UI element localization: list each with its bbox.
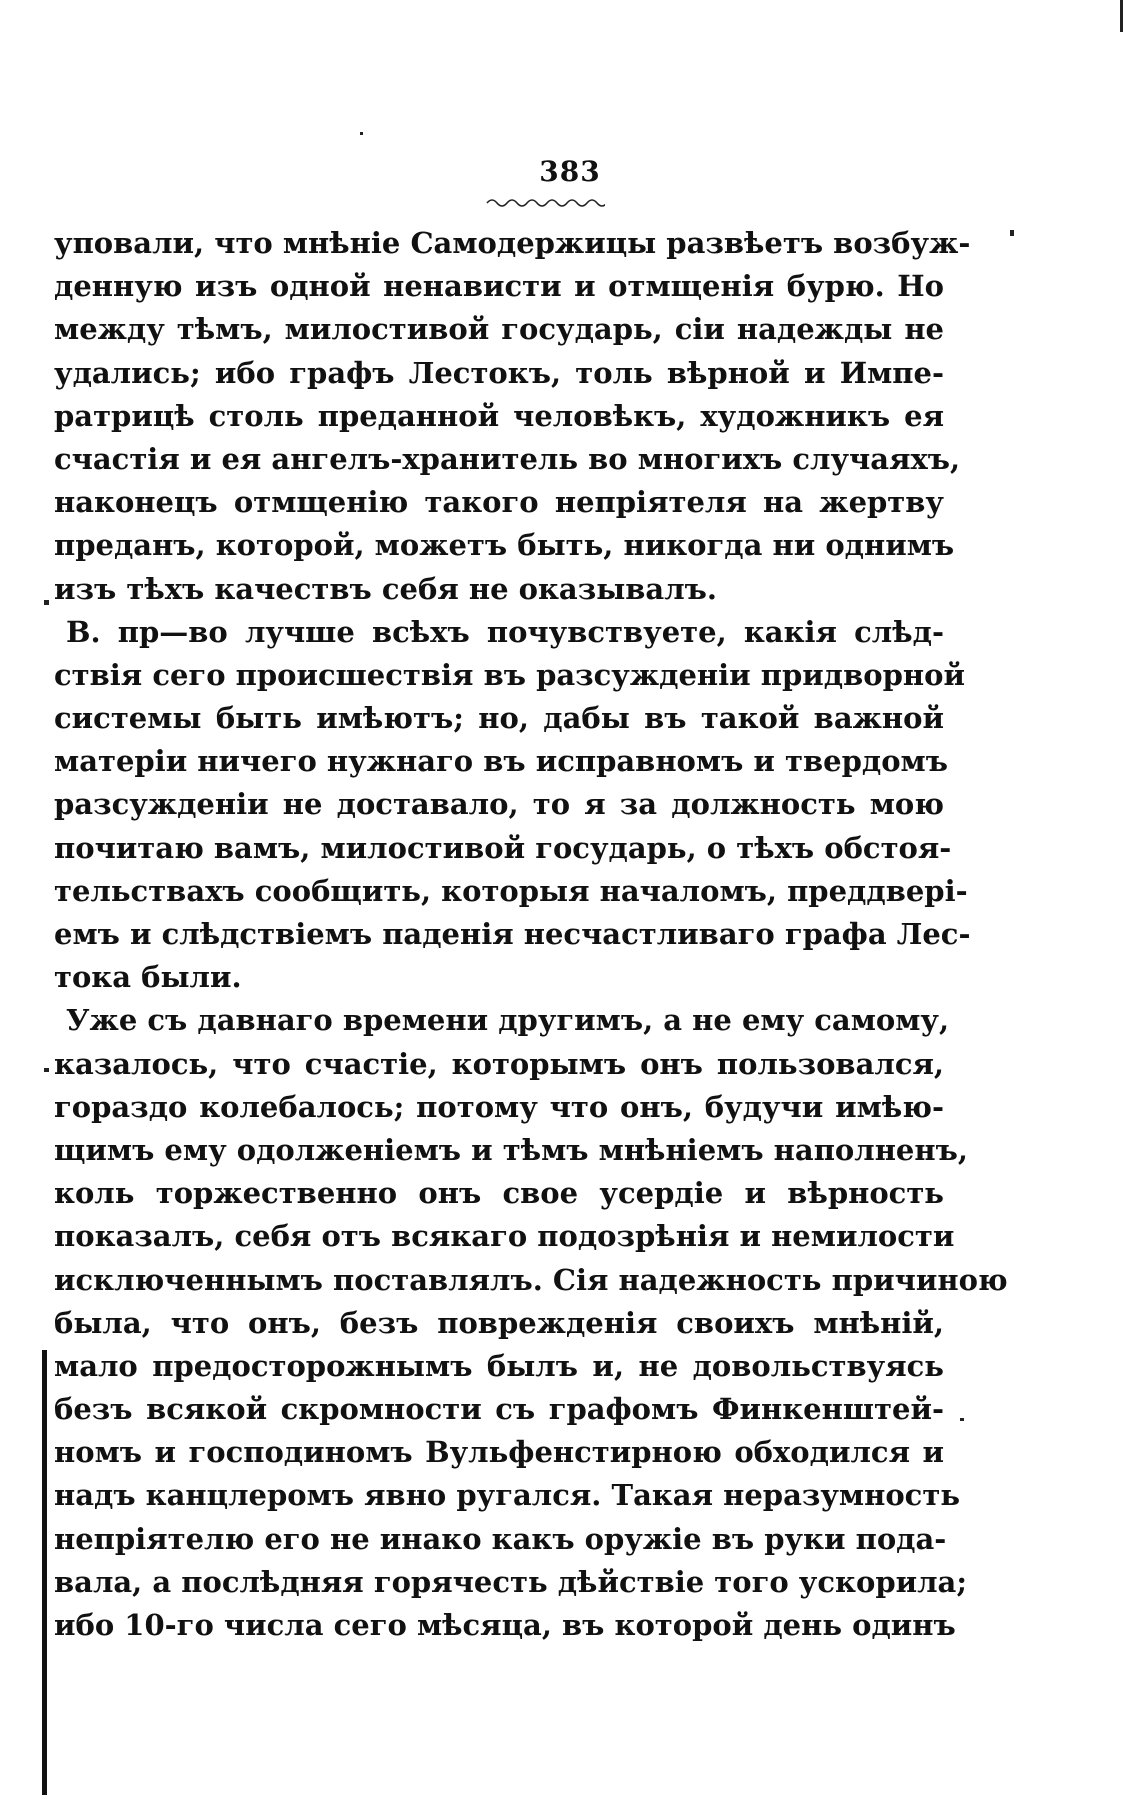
text-line: В. пр—во лучше всѣхъ почувствуете, какія слѣд- (66, 614, 944, 649)
text-line: разсужденіи не доставало, то я за должность мою (54, 787, 944, 822)
text-line: надъ канцлеромъ явно ругался. Такая неразумность (54, 1478, 960, 1513)
scan-mark (1010, 230, 1014, 236)
text-line: системы быть имѣютъ; но, дабы въ такой важной (54, 701, 944, 736)
text-line: денную изъ одной ненависти и отмщенія бурю. Но (54, 269, 944, 304)
text-line: мало предосторожнымъ былъ и, не довольствуясь (54, 1348, 944, 1383)
body-text (54, 222, 1008, 1647)
text-line: счастія и ея ангелъ-хранитель во многихъ случаяхъ, (54, 441, 961, 476)
text-line: была, что онъ, безъ поврежденія своихъ мнѣній, (54, 1305, 944, 1340)
text-line: коль торжественно онъ свое усердіе и вѣрность (54, 1176, 944, 1211)
text-line: вала, а послѣдняя горячесть дѣйствіе того ускорила; (54, 1564, 968, 1599)
scan-mark (360, 132, 363, 135)
page-number: 383 (539, 155, 601, 188)
text-line: номъ и господиномъ Вульфенстирною обходился и (54, 1435, 944, 1470)
wavy-rule-ornament (485, 196, 605, 210)
text-line: ратрицѣ столь преданной человѣкъ, художникъ ея (54, 398, 944, 433)
paragraph (54, 222, 971, 611)
text-line: безъ всякой скромности съ графомъ Финкенштей- (54, 1392, 944, 1427)
text-line: гораздо колебалось; потому что онъ, будучи имѣю- (54, 1089, 944, 1124)
text-line: показалъ, себя отъ всякаго подозрѣнія и немилости (54, 1219, 955, 1254)
text-line: тока были. (54, 960, 242, 995)
text-line: почитаю вамъ, милостивой государь, о тѣхъ обстоя- (54, 830, 952, 865)
text-line: удались; ибо графъ Лестокъ, толь вѣрной и Импе- (54, 355, 944, 390)
text-line: емъ и слѣдствіемъ паденія несчастливаго графа Лес- (54, 917, 971, 951)
paragraph (54, 999, 1008, 1647)
text-line: наконецъ отмщенію такого непріятеля на жертву (54, 485, 944, 520)
text-line: непріятелю его не инако какъ оружіе въ руки пода- (54, 1521, 947, 1556)
text-line: Уже съ давнаго времени другимъ, а не ему самому, (66, 1003, 950, 1038)
text-line: казалось, что счастіе, которымъ онъ пользовался, (54, 1046, 944, 1081)
text-line: щимъ ему одолженіемъ и тѣмъ мнѣніемъ наполненъ, (54, 1132, 968, 1167)
text-line: изъ тѣхъ качествъ себя не оказывалъ. (54, 571, 718, 606)
scan-mark (44, 600, 49, 605)
paragraph (54, 611, 971, 1000)
text-line: матеріи ничего нужнаго въ исправномъ и твердомъ (54, 744, 948, 779)
text-line: ствія сего происшествія въ разсужденіи придворной (54, 657, 965, 692)
scan-mark (44, 1068, 49, 1072)
binding-edge-line (42, 1350, 47, 1795)
text-line: ибо 10-го числа сего мѣсяца, въ которой день одинъ (54, 1608, 956, 1642)
scan-mark (960, 1418, 964, 1421)
text-line: уповали, что мнѣніе Самодержицы развѣетъ возбуж- (54, 226, 971, 260)
text-line: между тѣмъ, милостивой государь, сіи надежды не (54, 312, 944, 347)
scan-mark (1120, 0, 1123, 32)
text-line: преданъ, которой, можетъ быть, никогда ни однимъ (54, 528, 955, 563)
text-line: исключеннымъ поставлялъ. Сія надежность причиною (54, 1262, 1008, 1297)
text-line: тельствахъ сообщить, которыя началомъ, преддверi- (54, 873, 968, 908)
